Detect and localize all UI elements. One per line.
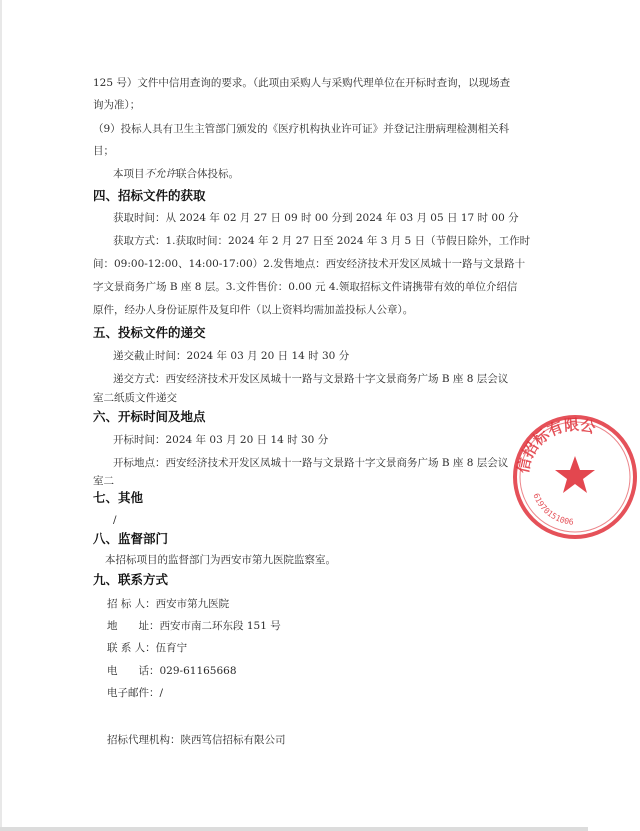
text-line: 获取时间：从 2024 年 02 月 27 日 09 时 00 分到 2024 年 03 月 05 日 17 时 00 分: [113, 212, 519, 224]
text-line: 递交截止时间：2024 年 03 月 20 日 14 时 30 分: [113, 350, 350, 362]
contact-line: 联 系 人：伍育宁: [107, 642, 188, 654]
text-line: /: [113, 514, 117, 526]
page-left-edge: [0, 0, 2, 831]
company-seal: [510, 412, 640, 542]
text-line: 室二纸质文件递交: [93, 392, 177, 404]
text-line: 间：09:00-12:00、14:00-17:00）2.发售地点：西安经济技术开发区凤城十一路与文景路十: [93, 258, 526, 270]
emphasis-text: 不允许: [144, 168, 176, 180]
text-line: 本招标项目的监督部门为西安市第九医院监察室。: [105, 554, 336, 566]
text-line: 获取方式：1.获取时间：2024 年 2 月 27 日至 2024 年 3 月 5 日（节假日除外，工作时: [113, 235, 531, 247]
page-bottom-edge: [0, 827, 588, 831]
text-span: 本项目: [113, 168, 145, 180]
text-line: 字文景商务广场 B 座 8 层。3.文件售价：0.00 元 4.领取招标文件请携带有效的单位介绍信: [93, 281, 518, 293]
seal-text-top: 信招标有限公: [513, 415, 598, 475]
text-line: 询为准）；: [93, 99, 141, 111]
text-line: 递交方式：西安经济技术开发区凤城十一路与文景路十字文景商务广场 B 座 8 层会议: [113, 373, 509, 385]
text-span: 联合体投标。: [176, 168, 239, 180]
text-line: 室二: [93, 475, 114, 487]
contact-line: 电 话：029-61165668: [107, 665, 237, 677]
agency-line: 招标代理机构：陕西笃信招标有限公司: [107, 734, 286, 746]
text-line: 125 号）文件中信用查询的要求。（此项由采购人与采购代理单位在开标时查询，以现场查: [93, 77, 511, 89]
section-heading: 九、联系方式: [93, 572, 169, 587]
section-heading: 五、投标文件的递交: [93, 325, 206, 340]
section-heading: 六、开标时间及地点: [93, 409, 206, 424]
text-line: 开标时间：2024 年 03 月 20 日 14 时 30 分: [113, 434, 329, 446]
text-line: 原件，经办人身份证原件及复印件（以上资料均需加盖投标人公章）。: [93, 304, 414, 316]
svg-text:信招标有限公: [514, 416, 599, 475]
text-line: 开标地点：西安经济技术开发区凤城十一路与文景路十字文景商务广场 B 座 8 层会议: [113, 457, 509, 469]
text-line: 目；: [93, 145, 114, 157]
contact-line: 招 标 人：西安市第九医院: [107, 598, 230, 610]
section-heading: 八、监督部门: [93, 531, 169, 546]
section-heading: 七、其他: [93, 490, 144, 505]
consortium-line: [113, 167, 239, 181]
contact-line: 电子邮件：/: [107, 687, 164, 699]
text-line: （9）投标人具有卫生主管部门颁发的《医疗机构执业许可证》并登记注册病理检测相关科: [93, 123, 510, 135]
contact-line: 地 址：西安市南二环东段 151 号: [107, 620, 281, 632]
seal-text-bottom: 61970151006: [531, 492, 574, 527]
section-heading: 四、招标文件的获取: [93, 188, 206, 203]
seal-graphic: [510, 412, 640, 542]
